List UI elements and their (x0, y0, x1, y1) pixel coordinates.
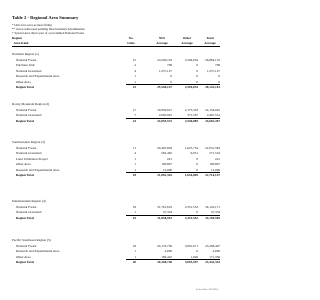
section-name: Pacific Southwest Region (5) (12, 238, 51, 242)
table-row (0, 58, 232, 63)
row-units: 17 (132, 107, 136, 112)
region-total-row (0, 173, 232, 178)
region-total-nfs: 21,081,342 (157, 173, 172, 178)
region-total-nfs: 25,548,147 (157, 85, 172, 90)
row-nfs-acreage: 709 (167, 63, 172, 67)
section-heading (0, 199, 232, 204)
row-area-kind: Research and Experimental Area (16, 167, 60, 172)
table-row (0, 162, 232, 167)
row-area-kind: Other Area (16, 162, 31, 166)
region-total-acreage: 22,716,147 (205, 173, 220, 178)
header-nfs-2: Acreage (156, 41, 168, 45)
row-area-kind: Other Area (16, 254, 31, 259)
header-other-1: Other (182, 36, 192, 40)
note-1: * Unit is in acres as more fitting (12, 23, 52, 27)
row-total-acreage: 571,516 (209, 151, 220, 155)
row-area-kind: National Grassland (16, 151, 42, 155)
row-total-acreage: 2,467,512 (206, 113, 220, 117)
row-other-acreage: 1,926 (190, 254, 198, 259)
row-total-acreage: 23,268,407 (205, 243, 220, 248)
region-total-label: Region Total (16, 118, 34, 123)
header-units-2: Units (127, 41, 135, 45)
row-total-acreage: 100,807 (209, 162, 220, 166)
table-row (0, 63, 232, 68)
row-other-acreage: 2,594,034 (184, 57, 198, 62)
row-nfs-acreage: 31,791,619 (157, 204, 172, 209)
page-footer: Federal Data / 2019/2016 (196, 289, 219, 291)
region-total-units: 20 (132, 260, 136, 265)
section-name: Intermountain Region (4) (12, 199, 46, 203)
section-heading (0, 102, 232, 107)
table-row (0, 69, 232, 74)
row-other-acreage: 371,567 (187, 113, 198, 117)
header-units-1: No. (128, 36, 134, 40)
section-name: Rocky Mountain Region (2) (12, 102, 50, 106)
row-area-kind: Research and Experimental Area (16, 249, 60, 253)
header-rule (12, 46, 220, 47)
region-total-acreage: 28,142,181 (205, 85, 220, 90)
row-units: 15 (132, 57, 136, 62)
header-area-kind: Area Kind (12, 41, 29, 45)
row-units: 4 (134, 151, 136, 155)
row-nfs-acreage: 19,959,627 (157, 107, 172, 112)
row-nfs-acreage: 2,600 (164, 249, 172, 253)
row-other-acreage: 0 (196, 156, 198, 161)
region-total-acreage: 23,442,343 (205, 260, 220, 265)
row-units: 1 (134, 167, 136, 172)
row-area-kind: Purchase Unit (16, 63, 35, 67)
row-units: 1 (134, 162, 136, 166)
row-total-acreage: 709 (215, 63, 220, 67)
row-nfs-acreage: 1,257,127 (158, 68, 172, 73)
header-region: Region (12, 36, 22, 40)
region-total-other: 2,546,885 (184, 118, 198, 123)
row-units: 1 (134, 210, 136, 214)
row-nfs-acreage: 169,410 (161, 254, 172, 259)
section-name: Southwestern Region (3) (12, 140, 45, 144)
row-other-acreage: 0 (196, 63, 198, 67)
table-title: Table 2 - Regional Area Summary (12, 15, 79, 20)
region-total-label: Region Total (16, 85, 34, 90)
row-nfs-acreage: 0 (170, 79, 172, 84)
row-other-acreage: 0 (196, 68, 198, 73)
section-heading (0, 140, 232, 145)
note-2: ** Acres reallocated pending final boundary determination (12, 27, 85, 31)
header-other-2: Acreage (181, 41, 193, 45)
row-total-acreage: 12,000 (210, 167, 220, 172)
row-area-kind: National Forest (16, 243, 37, 248)
row-total-acreage: 1,257,127 (206, 68, 220, 73)
row-area-kind: National Grassland (16, 68, 42, 73)
row-total-acreage: 241 (215, 156, 220, 161)
row-units: 1 (134, 249, 136, 253)
row-area-kind: Research and Experimental Area (16, 74, 60, 78)
row-nfs-acreage: 241 (167, 156, 172, 161)
row-other-acreage: 2,175,318 (184, 107, 198, 112)
row-total-acreage: 26,884,152 (205, 57, 220, 62)
region-total-row (0, 216, 232, 221)
row-nfs-acreage: 12,000 (162, 167, 172, 172)
row-nfs-acreage: 0 (170, 74, 172, 78)
row-area-kind: National Forest (16, 145, 37, 150)
row-nfs-acreage: 47,334 (162, 210, 172, 214)
row-nfs-acreage: 2,095,945 (158, 113, 172, 117)
row-units: 18 (132, 204, 136, 209)
region-total-other: 2,594,034 (184, 85, 198, 90)
row-other-acreage: 0 (196, 249, 198, 253)
region-total-units: 23 (132, 85, 136, 90)
row-total-acreage: 2,600 (212, 249, 220, 253)
row-area-kind: National Grassland (16, 113, 42, 117)
section-heading (0, 238, 232, 243)
row-units: 1 (134, 156, 136, 161)
row-total-acreage: 34,143,171 (205, 204, 220, 209)
row-units: 4 (134, 68, 136, 73)
row-units: 7 (134, 113, 136, 117)
row-nfs-acreage: 100,807 (161, 162, 172, 166)
row-other-acreage: 0 (196, 79, 198, 84)
row-units: 11 (132, 145, 136, 150)
row-units: 1 (134, 74, 136, 78)
row-other-acreage: 3,091,671 (184, 243, 198, 248)
table-row (0, 108, 232, 113)
note-3: + Special Area that is part of a proclaimed National Forest (12, 31, 85, 35)
row-nfs-acreage: 20,405,829 (157, 145, 172, 150)
row-area-kind: Other Area (16, 79, 31, 84)
row-total-acreage: 0 (218, 74, 220, 78)
row-area-kind: National Forest (16, 107, 37, 112)
row-area-kind: National Grassland (16, 210, 42, 214)
region-total-other: 1,634,805 (184, 173, 198, 178)
region-total-row (0, 85, 232, 90)
section-name: Northern Region (1) (12, 52, 39, 56)
region-total-label: Region Total (16, 260, 34, 265)
row-units: 18 (132, 243, 136, 248)
region-total-units: 24 (132, 118, 136, 123)
row-other-acreage: 0 (196, 167, 198, 172)
row-units: 1 (134, 254, 136, 259)
row-units: 1 (134, 79, 136, 84)
region-total-units: 19 (132, 215, 136, 220)
table-row (0, 249, 232, 254)
row-area-kind: Land Utilization Project (16, 156, 48, 161)
table-row (0, 157, 232, 162)
region-total-row (0, 260, 232, 265)
region-total-label: Region Total (16, 173, 34, 178)
region-total-acreage: 24,602,457 (205, 118, 220, 123)
region-total-acreage: 34,190,505 (205, 215, 220, 220)
region-total-nfs: 22,055,572 (157, 118, 172, 123)
header-total-1: Total (206, 36, 214, 40)
row-other-acreage: 2,351,552 (184, 204, 198, 209)
row-area-kind: National Forest (16, 204, 37, 209)
section-heading (0, 52, 232, 57)
region-total-other: 3,093,597 (184, 260, 198, 265)
row-total-acreage: 0 (218, 79, 220, 84)
region-total-units: 18 (132, 173, 136, 178)
row-other-acreage: 0 (196, 74, 198, 78)
row-other-acreage: 9,051 (190, 151, 198, 155)
region-total-other: 2,351,552 (184, 215, 198, 220)
row-other-acreage: 0 (196, 162, 198, 166)
table-row (0, 74, 232, 79)
header-nfs-1: NFS (158, 36, 166, 40)
table-row (0, 244, 232, 249)
row-other-acreage: 1,625,754 (184, 145, 198, 150)
row-other-acreage: 0 (196, 210, 198, 214)
table-row (0, 146, 232, 151)
row-nfs-acreage: 562,465 (161, 151, 172, 155)
table-row (0, 205, 232, 210)
row-total-acreage: 22,031,583 (205, 145, 220, 150)
row-area-kind: National Forest (16, 57, 37, 62)
header-total-2: Acreage (204, 41, 216, 45)
row-total-acreage: 171,336 (209, 254, 220, 259)
row-nfs-acreage: 24,290,118 (157, 57, 172, 62)
row-total-acreage: 47,334 (210, 210, 220, 214)
row-total-acreage: 22,134,945 (205, 107, 220, 112)
row-nfs-acreage: 20,176,736 (157, 243, 172, 248)
region-total-nfs: 20,348,746 (157, 260, 172, 265)
table-row (0, 151, 232, 156)
row-units: 2 (134, 63, 136, 67)
region-total-label: Region Total (16, 215, 34, 220)
region-total-nfs: 31,838,953 (157, 215, 172, 220)
region-total-row (0, 119, 232, 124)
